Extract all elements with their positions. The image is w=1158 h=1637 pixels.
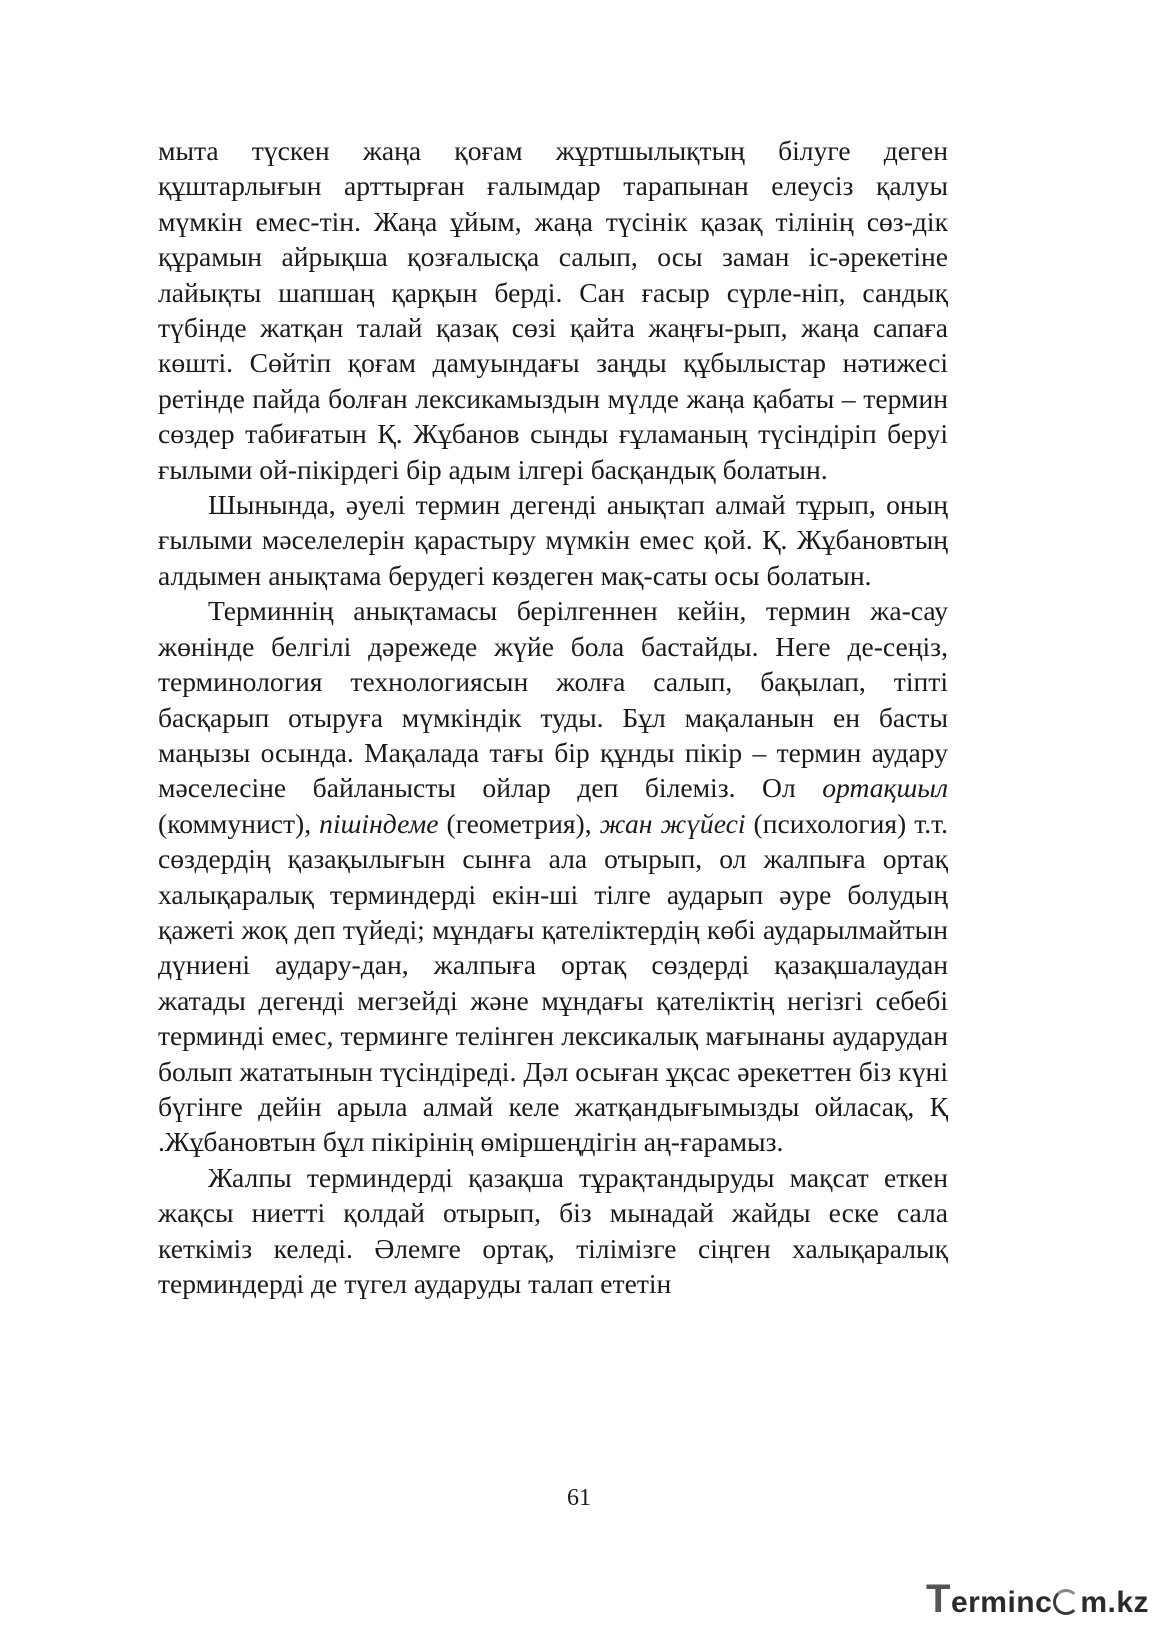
paragraph-text: Жалпы терминдерді қазақша тұрақтандыруды мақсат еткен жақсы ниетті қолдай отырып, біз мынадай жайды еске сала кеткіміз келеді. Әлемге ортақ, тілімізге сіңген халықаралық терминдерді де түгел аударуды талап ететін: [158, 1161, 948, 1299]
logo-text: [926, 1579, 1149, 1623]
paragraph-text: (психология) т.т. сөздердің қазақылығын сынға ала отырып, ол жалпыға ортақ халықаралық терминдерді екін-ші тілге аударып әуре болудың қажеті жоқ деп түйеді; мұндағы қателіктердің көбі аударылмайтын дүниені аудару-дан, жалпыға ортақ сөздерді қазақшалаудан жатады дегенді мегзейді және мұндағы қателіктің негізгі себебі терминді емес, терминге телінген лексикалық мағынаны аударудан болып жататынын түсіндіреді. Дәл осыған ұқсас әрекеттен біз күні бүгінге дейін арыла алмай келе жатқандығымызды ойласақ, Қ .Жұбановтын бұл пікірінің өміршеңдігін аң-ғарамыз.: [158, 807, 949, 1158]
termincom-logo: [926, 1571, 1148, 1631]
document-text: [158, 133, 948, 1301]
italic-term: пішіндеме: [319, 807, 439, 839]
paragraph-text: (коммунист),: [158, 807, 320, 839]
paragraph-text: (геометрия),: [438, 807, 600, 839]
logo-text-part: m.kz: [1080, 1586, 1150, 1619]
italic-term: жан жүйесі: [599, 807, 746, 839]
paragraph-text: мыта түскен жаңа қоғам жұртшылықтың білуге деген құштарлығын арттырған ғалымдар тарапынан елеусіз қалуы мүмкін емес-тін. Жаңа ұйым, жаңа түсінік қазақ тілінің сөз-дік құрамын айрықша қозғалысқа салып, осы заман іс-әрекетіне лайықты шапшаң қарқын берді. Сан ғасыр сүрле-ніп, сандық түбінде жатқан талай қазақ сөзі қайта жаңғы-рып, жаңа сапаға көшті. Сөйтіп қоғам дамуындағы заңды құбылыстар нәтижесі ретінде пайда болған лексикамыздын мүлде жаңа қабаты – термин сөздер табиғатын Қ. Жұбанов сынды ғұламаның түсіндіріп беруі ғылыми ой-пікірдегі бір адым ілгері басқандық болатын.: [158, 135, 948, 485]
paragraph-text: Шынында, әуелі термин дегенді анықтап алмай тұрып, оның ғылыми мәселелерін қарастыру мүмкін емес қой. Қ. Жұбановтың алдымен анықтама берудегі көздеген мақ-саты осы болатын.: [158, 489, 948, 591]
paragraph-2: [158, 487, 948, 593]
paragraph-4: [158, 1160, 948, 1302]
page-content: [158, 133, 948, 1301]
paragraph-3: [158, 593, 948, 1160]
italic-term: ортақшыл: [822, 772, 948, 804]
paragraph-text: Терминнің анықтамасы берілгеннен кейін, термин жа-сау жөнінде белгілі дәрежеде жүйе бола бастайды. Неге де-сеңіз, терминология технологиясын жолға салып, бақылап, тіпті басқарып отыруға мүмкіндік туды. Бұл мақаланын ен басты маңызы осында. Мақалада тағы бір құнды пікір – термин аудару мәселесіне байланысты ойлар деп білеміз. Ол: [158, 595, 948, 804]
logo-text-part: erminc: [950, 1586, 1053, 1619]
page-number: 61: [567, 1485, 591, 1511]
paragraph-1: [158, 133, 948, 487]
logo-ring-icon: [1053, 1589, 1079, 1615]
logo-letter-t: T: [926, 1577, 951, 1621]
